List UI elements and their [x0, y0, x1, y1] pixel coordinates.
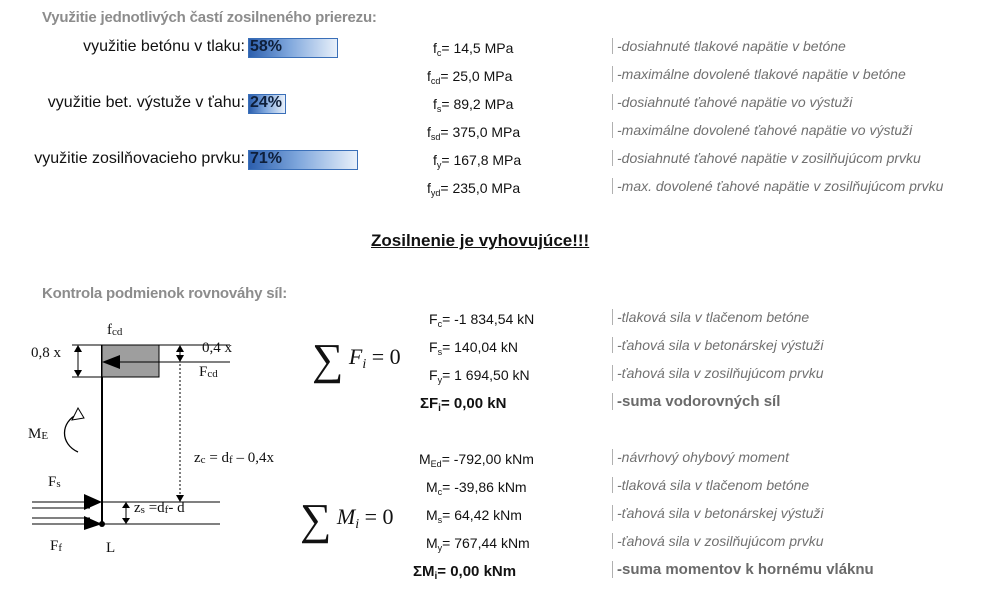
- stress-desc-fs: -dosiahnuté ťahové napätie vo výstuži: [612, 94, 852, 110]
- moment-value-med: $M_{Ed}= -792,00$ kNm: [419, 451, 534, 469]
- force-value-fy: $F_y= 1$ 694,50 kN: [429, 367, 530, 385]
- force-desc-fc: -tlaková sila v tlačenom betóne: [612, 309, 809, 325]
- equation-moment-sum: ∑ Mi = 0: [300, 495, 394, 544]
- label-08x: 0,8 x: [31, 345, 61, 361]
- stress-desc-fcd: -maximálne dovolené tlakové napätie v betóne: [612, 66, 906, 82]
- stress-value-fc: $f_c= 14,5$ MPa: [433, 40, 514, 58]
- label-zs: zs =df- d: [134, 500, 185, 516]
- moment-value-my: $M_y= 767,44$ kNm: [426, 535, 530, 553]
- utilization-label-concrete: využitie betónu v tlaku:: [83, 38, 245, 55]
- stress-desc-fy: -dosiahnuté ťahové napätie v zosilňujúcom prvku: [612, 150, 921, 166]
- force-desc-fs: -ťahová sila v betonárskej výstuži: [612, 337, 824, 353]
- section-equilibrium-title: Kontrola podmienok rovnováhy síl:: [42, 285, 288, 302]
- stress-desc-fsd: -maximálne dovolené ťahové napätie vo výstuži: [612, 122, 912, 138]
- moment-value-mc: $M_c= -39,86$ kNm: [426, 479, 527, 497]
- section-utilization-title: Využitie jednotlivých častí zosilneného prierezu:: [42, 9, 377, 26]
- force-sum-desc: -suma vodorovných síl: [612, 393, 780, 410]
- fs-arrow-icon: [84, 494, 102, 510]
- stress-desc-fc: -dosiahnuté tlakové napätie v betóne: [612, 38, 846, 54]
- utilization-label-rebar: využitie bet. výstuže v ťahu:: [47, 94, 245, 111]
- moment-sum-desc: -suma momentov k hornému vláknu: [612, 561, 874, 578]
- moment-desc-med: -návrhový ohybový moment: [612, 449, 789, 465]
- moment-desc-mc: -tlaková sila v tlačenom betóne: [612, 477, 809, 493]
- stress-value-fcd: $f_{cd}= 25,0$ MPa: [427, 68, 513, 86]
- moment-sum-value: $\Sigma M_i= 0,00$ kNm: [413, 563, 517, 582]
- label-fcd-top: fcd: [107, 322, 123, 338]
- stress-desc-fyd: -max. dovolené ťahové napätie v zosilňujúcom prvku: [612, 178, 943, 194]
- label-me: ME: [28, 426, 49, 442]
- stress-value-fy: $f_y= 167,8$ MPa: [433, 152, 522, 170]
- stress-value-fsd: $f_{sd}= 375,0$ MPa: [427, 124, 521, 142]
- label-zc: zc = df – 0,4x: [194, 450, 274, 466]
- stress-value-fs: $f_s= 89,2$ MPa: [433, 96, 514, 114]
- moment-value-ms: $M_s= 64,42$ kNm: [426, 507, 522, 525]
- stress-value-fyd: $f_{yd}= 235,0$ MPa: [427, 180, 521, 198]
- label-ff: Ff: [50, 538, 63, 554]
- moment-desc-ms: -ťahová sila v betonárskej výstuži: [612, 505, 824, 521]
- label-fcd-force: Fcd: [199, 364, 218, 380]
- utilization-percent-rebar: 24%: [250, 94, 283, 111]
- moment-desc-my: -ťahová sila v zosilňujúcom prvku: [612, 533, 824, 549]
- utilization-percent-concrete: 58%: [250, 38, 283, 55]
- utilization-percent-strengthening: 71%: [250, 150, 283, 167]
- force-value-fs: $F_s= 140,04$ kN: [429, 339, 518, 357]
- force-value-fc: $F_c= -1$ 834,54 kN: [429, 311, 535, 329]
- status-message: Zosilnenie je vyhovujúce!!!: [371, 231, 590, 250]
- label-04x: 0,4 x: [202, 340, 232, 356]
- label-fs: Fs: [48, 474, 61, 490]
- equation-force-sum: ∑ Fi = 0: [312, 335, 401, 384]
- force-sum-value: $\Sigma F_i= 0,00$ kN: [420, 395, 507, 414]
- cross-section-diagram: [20, 318, 310, 580]
- label-L: L: [106, 540, 116, 556]
- utilization-label-strengthening: využitie zosilňovacieho prvku:: [34, 150, 245, 167]
- force-desc-fy: -ťahová sila v zosilňujúcom prvku: [612, 365, 824, 381]
